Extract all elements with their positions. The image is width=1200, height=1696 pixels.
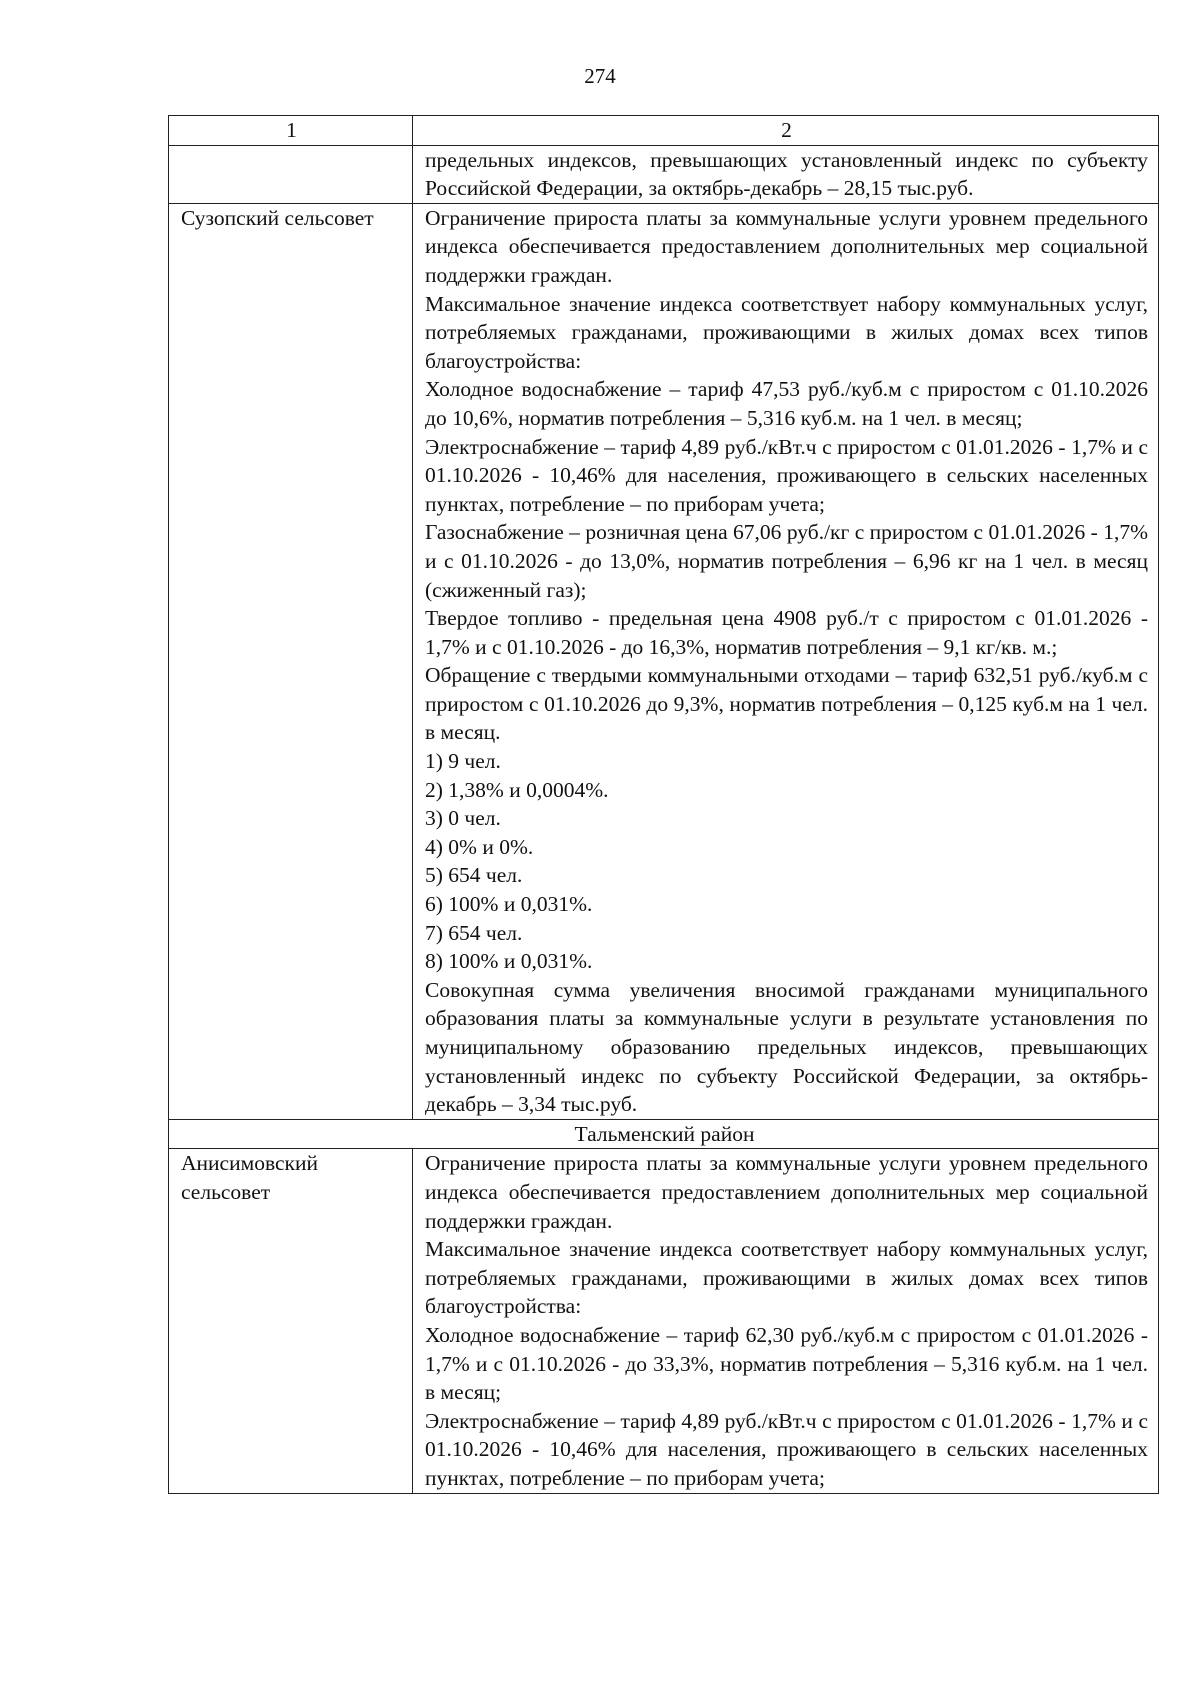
paragraph: Совокупная сумма увеличения вносимой гражданами муниципального образования платы за коммунальные услуги в результате установления по муниципальному образованию предельных индексов, превышающих установленный индекс по субъекту Российской Федерации, за октябрь-декабрь – 3,34 тыс.руб. <box>425 977 1148 1117</box>
description-cell <box>413 203 1159 1119</box>
table-header-row <box>169 116 1159 146</box>
table-row <box>169 1149 1159 1493</box>
table-row <box>169 145 1159 203</box>
paragraph: Максимальное значение индекса соответствует набору коммунальных услуг, потребляемых гражданами, проживающими в жилых домах всех типов благоустройства: <box>425 291 1148 373</box>
paragraph: Холодное водоснабжение – тариф 62,30 руб./куб.м с приростом с 01.01.2026 - 1,7% и с 01.10.2026 - до 33,3%, норматив потребления – 5,316 куб.м. на 1 чел. в месяц; <box>425 1322 1148 1405</box>
paragraph: Газоснабжение – розничная цена 67,06 руб./кг с приростом с 01.01.2026 - 1,7% и с 01.10.2026 - до 13,0%, норматив потребления – 6,96 кг на 1 чел. в месяц (сжиженный газ); <box>425 520 1148 602</box>
list-item: 7) 654 чел. <box>425 920 523 945</box>
paragraph: Электроснабжение – тариф 4,89 руб./кВт.ч с приростом с 01.01.2026 - 1,7% и с 01.10.2026 - 10,46% для населения, проживающего в сельских населенных пунктах, потребление – по приборам учета; <box>425 434 1148 516</box>
list-item: 5) 654 чел. <box>425 863 523 888</box>
municipality-cell: Сузопский сельсовет <box>169 203 413 1119</box>
paragraph: Максимальное значение индекса соответствует набору коммунальных услуг, потребляемых гражданами, проживающими в жилых домах всех типов благоустройства: <box>425 1237 1148 1319</box>
region-row <box>169 1119 1159 1149</box>
list-item: 2) 1,38% и 0,0004%. <box>425 777 609 802</box>
header-col-1: 1 <box>169 116 413 146</box>
paragraph: предельных индексов, превышающих установленный индекс по субъекту Российской Федерации, за октябрь-декабрь – 28,15 тыс.руб. <box>425 147 1148 201</box>
page-number: 274 <box>584 64 616 88</box>
document-table <box>168 115 1159 1494</box>
list-item: 4) 0% и 0%. <box>425 834 534 859</box>
paragraph: Обращение с твердыми коммунальными отходами – тариф 632,51 руб./куб.м с приростом с 01.10.2026 до 9,3%, норматив потребления – 0,125 куб.м на 1 чел. в месяц. <box>425 663 1148 745</box>
header-col-2: 2 <box>413 116 1159 146</box>
paragraph: Электроснабжение – тариф 4,89 руб./кВт.ч с приростом с 01.01.2026 - 1,7% и с 01.10.2026 - 10,46% для населения, проживающего в сельских населенных пунктах, потребление – по приборам учета; <box>425 1408 1148 1490</box>
paragraph: Ограничение прироста платы за коммунальные услуги уровнем предельного индекса обеспечивается предоставлением дополнительных мер социальной поддержки граждан. <box>425 1151 1148 1233</box>
paragraph: Твердое топливо - предельная цена 4908 руб./т с приростом с 01.01.2026 - 1,7% и с 01.10.2026 - до 16,3%, норматив потребления – 9,1 кг/кв. м.; <box>425 606 1148 659</box>
description-cell <box>413 1149 1159 1493</box>
list-item: 8) 100% и 0,031%. <box>425 949 593 974</box>
municipality-cell <box>169 145 413 203</box>
list-item: 3) 0 чел. <box>425 806 501 831</box>
municipality-cell: Анисимовский сельсовет <box>169 1149 413 1493</box>
list-item: 1) 9 чел. <box>425 749 501 774</box>
paragraph: Ограничение прироста платы за коммунальные услуги уровнем предельного индекса обеспечивается предоставлением дополнительных мер социальной поддержки граждан. <box>425 205 1148 287</box>
table-row <box>169 203 1159 1119</box>
description-cell <box>413 145 1159 203</box>
list-item: 6) 100% и 0,031%. <box>425 892 593 917</box>
paragraph: Холодное водоснабжение – тариф 47,53 руб./куб.м с приростом с 01.10.2026 до 10,6%, норматив потребления – 5,316 куб.м. на 1 чел. в месяц; <box>425 377 1148 430</box>
region-title: Тальменский район <box>169 1119 1159 1149</box>
